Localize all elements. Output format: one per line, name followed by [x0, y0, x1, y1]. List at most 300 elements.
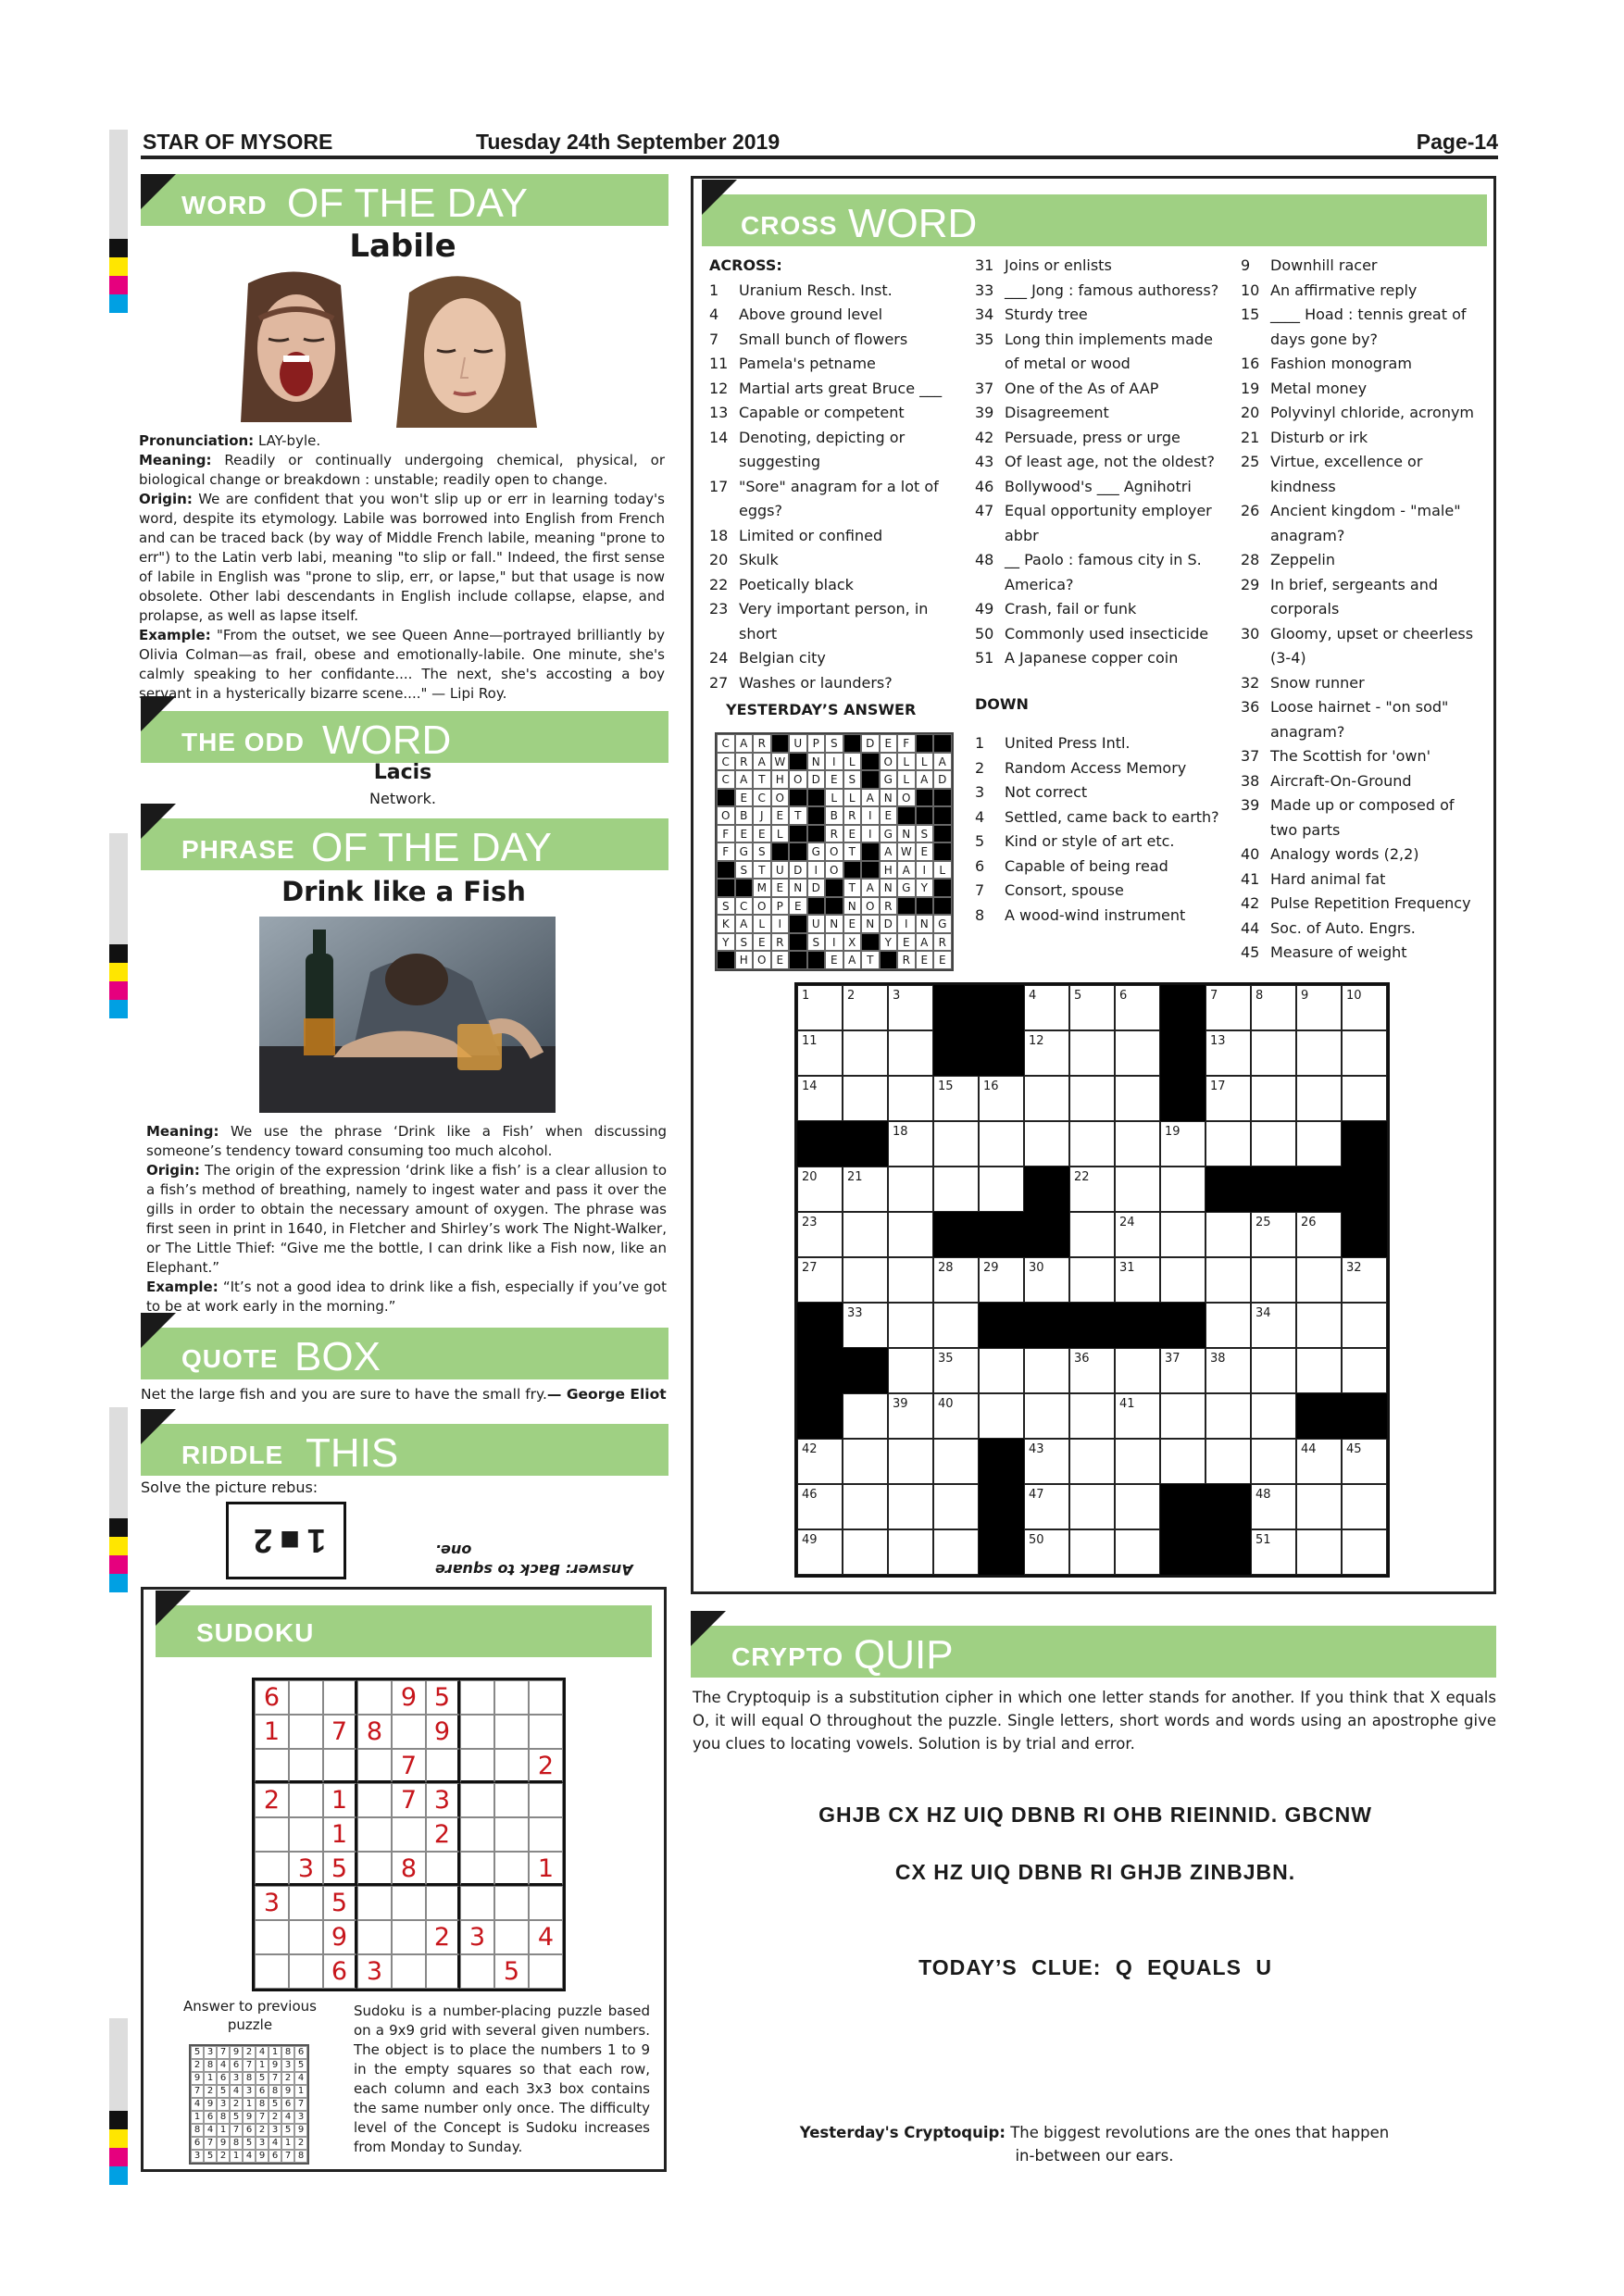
riddle-header: RIDDLE THIS: [141, 1424, 668, 1476]
crossword-cell[interactable]: [1024, 1529, 1069, 1575]
crossword-cell[interactable]: [1296, 1030, 1342, 1076]
crossword-cell[interactable]: [797, 1257, 843, 1303]
crossword-cell[interactable]: [888, 1076, 933, 1121]
clue-item: [975, 855, 1221, 880]
clue-text: Joins or enlists: [1005, 256, 1112, 274]
crossword-cell[interactable]: [797, 985, 843, 1030]
crossword-cell[interactable]: [1115, 985, 1160, 1030]
sudoku-cell[interactable]: [494, 1715, 529, 1749]
answer-cell: [861, 753, 880, 771]
across-clues-col1: ACROSS: 1 Uranium Resch. Inst. 4 Above ground level 7 Small bunch of flowers 11 Pamela's petname 12 Martial arts great Bruce ___ 13 Capable or competent 14 Denoting, depicting or suggesting 17 "Sore" anagram for a lot of eggs? 18 Limited or confined 20 Skulk 22 Poetically black 23 Very important person, in short 24 Belgian city 27 Washes or launders?: [709, 254, 952, 695]
crossword-cell[interactable]: [1251, 1393, 1296, 1439]
clue-item: [709, 524, 952, 549]
sudoku-cell[interactable]: [529, 1817, 563, 1852]
crossword-cell[interactable]: [1296, 1257, 1342, 1303]
crossword-cell[interactable]: [1069, 1484, 1115, 1529]
cell-number: 16: [983, 1079, 999, 1093]
crossword-cell[interactable]: [1251, 1484, 1296, 1529]
clue-text: Disturb or irk: [1270, 428, 1368, 446]
crossword-cell[interactable]: [843, 1484, 888, 1529]
crossword-cell[interactable]: [797, 1030, 843, 1076]
sudoku-cell[interactable]: [494, 1920, 529, 1954]
answer-digit: 7: [191, 2085, 204, 2098]
sudoku-cell[interactable]: [289, 1783, 323, 1817]
sudoku-cell[interactable]: [529, 1954, 563, 1989]
clue-item: [975, 904, 1221, 929]
crossword-cell[interactable]: [1160, 1212, 1206, 1257]
clue-item: [975, 377, 1221, 402]
crossword-cell[interactable]: [1342, 1348, 1387, 1393]
sudoku-cell[interactable]: 6: [255, 1680, 289, 1715]
crossword-cell[interactable]: [888, 1212, 933, 1257]
crossword-cell[interactable]: [843, 985, 888, 1030]
answer-cell: R: [843, 806, 862, 825]
answer-cell: D: [880, 915, 898, 933]
answer-digit: 9: [204, 2098, 217, 2111]
sudoku-cell[interactable]: [529, 1680, 563, 1715]
crossword-cell[interactable]: [1024, 1484, 1069, 1529]
crossword-cell[interactable]: [1069, 1030, 1115, 1076]
crossword-cell[interactable]: [1342, 1439, 1387, 1484]
sudoku-cell[interactable]: [357, 1749, 392, 1783]
sudoku-cell[interactable]: 5: [323, 1852, 357, 1886]
crossword-cell[interactable]: [1024, 1076, 1069, 1121]
crossword-cell[interactable]: [843, 1030, 888, 1076]
crossword-cell[interactable]: [1115, 1076, 1160, 1121]
crossword-cell[interactable]: [1115, 1439, 1160, 1484]
sudoku-cell[interactable]: [289, 1920, 323, 1954]
crossword-cell[interactable]: [843, 1529, 888, 1575]
crossword-cell[interactable]: [1206, 1030, 1251, 1076]
crossword-cell[interactable]: [979, 1393, 1024, 1439]
cell-number: 34: [1255, 1306, 1271, 1320]
answer-cell: N: [880, 879, 898, 897]
crossword-cell[interactable]: [1342, 1257, 1387, 1303]
clue-item: [1241, 548, 1483, 573]
crossword-cell[interactable]: [979, 1167, 1024, 1212]
answer-digit: 9: [281, 2085, 294, 2098]
clue-text: Virtue, excellence or kindness: [1270, 453, 1423, 495]
crossword-cell[interactable]: [1115, 1529, 1160, 1575]
clue-text: Metal money: [1270, 379, 1368, 397]
crossword-cell[interactable]: [1206, 1212, 1251, 1257]
sudoku-cell[interactable]: [426, 1852, 460, 1886]
cell-number: 17: [1210, 1079, 1226, 1093]
crossword-cell[interactable]: [933, 1529, 979, 1575]
phrase-body: Meaning: We use the phrase ‘Drink like a Fish’ when discussing someone’s tendency toward consuming too much alcohol. Origin: The origin of the expression ‘drink like a fish’ is a clear allusion to a fish’s method of breathing, namely to ingest water and pass it over the gills in order to obtain the necessary amount of oxygen. The phrase was first seen in print in 1640, in Fletcher and Shirley’s work The Night-Walker, or The Little Thief: “Give me the bottle, I can drink like a Fish now, like an Elephant.” Example: “It’s not a good idea to drink like a fish, especially if you’ve got to be at work early in the morning.”: [146, 1123, 667, 1315]
sudoku-cell[interactable]: [426, 1954, 460, 1989]
sudoku-cell[interactable]: 3: [357, 1954, 392, 1989]
crossword-cell[interactable]: [1251, 1439, 1296, 1484]
sudoku-cell[interactable]: [529, 1783, 563, 1817]
crossword-cell[interactable]: [979, 1348, 1024, 1393]
answer-cell: Y: [717, 933, 735, 952]
sudoku-cell[interactable]: [323, 1749, 357, 1783]
answer-digit: 7: [230, 2124, 243, 2137]
crossword-cell[interactable]: [1115, 1212, 1160, 1257]
sudoku-cell[interactable]: 4: [529, 1920, 563, 1954]
sudoku-cell[interactable]: [494, 1783, 529, 1817]
crossword-cell[interactable]: [843, 1439, 888, 1484]
crossword-cell[interactable]: [1069, 1121, 1115, 1167]
crossword-cell[interactable]: [888, 1167, 933, 1212]
crossword-cell[interactable]: [979, 1121, 1024, 1167]
crossword-cell[interactable]: [888, 1484, 933, 1529]
sudoku-grid[interactable]: [252, 1678, 566, 1991]
crossword-cell[interactable]: [933, 1167, 979, 1212]
clue-text: Soc. of Auto. Engrs.: [1270, 918, 1416, 937]
answer-digit: 3: [204, 2046, 217, 2059]
sudoku-cell[interactable]: [426, 1749, 460, 1783]
crossword-cell[interactable]: [888, 985, 933, 1030]
sudoku-cell[interactable]: 2: [426, 1920, 460, 1954]
answer-digit: 6: [256, 2085, 269, 2098]
sudoku-cell[interactable]: 3: [460, 1920, 494, 1954]
sudoku-cell[interactable]: [357, 1817, 392, 1852]
clue-text: Disagreement: [1005, 404, 1109, 421]
sudoku-cell[interactable]: [255, 1817, 289, 1852]
sudoku-cell[interactable]: [460, 1954, 494, 1989]
sudoku-cell[interactable]: [426, 1886, 460, 1920]
crossword-cell[interactable]: [1342, 1529, 1387, 1575]
clue-item: [1241, 744, 1483, 769]
clue-text: Belgian city: [739, 649, 826, 667]
crossword-cell[interactable]: [1069, 1167, 1115, 1212]
sudoku-cell[interactable]: [357, 1920, 392, 1954]
crossword-cell[interactable]: [888, 1393, 933, 1439]
crossword-cell[interactable]: [1251, 1076, 1296, 1121]
crossword-cell[interactable]: [1024, 1393, 1069, 1439]
crossword-cell[interactable]: [888, 1257, 933, 1303]
crossword-cell[interactable]: [1115, 1484, 1160, 1529]
sudoku-cell[interactable]: 5: [323, 1886, 357, 1920]
clue-number: 35: [975, 330, 994, 348]
answer-cell: Y: [880, 933, 898, 952]
crossword-cell[interactable]: [888, 1439, 933, 1484]
sudoku-cell[interactable]: 7: [323, 1715, 357, 1749]
crossword-cell[interactable]: [843, 1257, 888, 1303]
clue-text: Loose hairnet - "on sod" anagram?: [1270, 698, 1449, 741]
crossword-cell[interactable]: [1342, 1076, 1387, 1121]
sudoku-cell[interactable]: 5: [494, 1954, 529, 1989]
clue-number: 7: [975, 881, 985, 899]
sudoku-cell[interactable]: 3: [426, 1783, 460, 1817]
answer-cell: [789, 951, 807, 969]
crossword-cell[interactable]: [1160, 1348, 1206, 1393]
sudoku-cell[interactable]: 1: [323, 1817, 357, 1852]
sudoku-cell[interactable]: 3: [255, 1886, 289, 1920]
sudoku-cell[interactable]: 1: [323, 1783, 357, 1817]
sudoku-cell[interactable]: [494, 1680, 529, 1715]
crossword-cell[interactable]: [843, 1212, 888, 1257]
answer-digit: 2: [243, 2046, 256, 2059]
clue-text: Hard animal fat: [1270, 869, 1386, 888]
crossword-cell[interactable]: [1206, 985, 1251, 1030]
crossword-cell[interactable]: [1115, 1393, 1160, 1439]
crossword-cell[interactable]: [933, 1076, 979, 1121]
sudoku-cell[interactable]: 9: [323, 1920, 357, 1954]
sudoku-cell[interactable]: [494, 1817, 529, 1852]
sudoku-cell[interactable]: [392, 1886, 426, 1920]
clue-text: Pulse Repetition Frequency: [1270, 894, 1471, 912]
sudoku-cell[interactable]: [460, 1852, 494, 1886]
clue-number: 14: [709, 428, 729, 446]
crossword-cell[interactable]: [1115, 1257, 1160, 1303]
crossword-cell[interactable]: [1251, 1529, 1296, 1575]
crossword-cell[interactable]: [797, 1212, 843, 1257]
crossword-cell[interactable]: [979, 1257, 1024, 1303]
crossword-cell[interactable]: [1296, 1348, 1342, 1393]
crossword-cell[interactable]: [843, 1076, 888, 1121]
sudoku-cell[interactable]: 9: [426, 1715, 460, 1749]
crossword-cell[interactable]: [1069, 1212, 1115, 1257]
sudoku-cell[interactable]: 7: [392, 1749, 426, 1783]
down-label: DOWN: [975, 695, 1029, 713]
sudoku-cell[interactable]: 2: [255, 1783, 289, 1817]
crossword-cell[interactable]: [1206, 1348, 1251, 1393]
crossword-cell[interactable]: [1206, 1121, 1251, 1167]
word-of-day-word: Labile: [349, 228, 456, 265]
sudoku-cell[interactable]: [392, 1920, 426, 1954]
sudoku-cell[interactable]: [255, 1954, 289, 1989]
crossword-cell[interactable]: [888, 1348, 933, 1393]
crossword-cell[interactable]: [1160, 1121, 1206, 1167]
sudoku-cell[interactable]: [529, 1886, 563, 1920]
sudoku-cell[interactable]: [289, 1715, 323, 1749]
sudoku-cell[interactable]: [255, 1749, 289, 1783]
crossword-cell[interactable]: [1115, 1121, 1160, 1167]
crossword-cell[interactable]: [933, 1393, 979, 1439]
clue-number: 45: [1241, 943, 1260, 961]
sudoku-cell[interactable]: [392, 1715, 426, 1749]
crossword-cell[interactable]: [1296, 1303, 1342, 1348]
face-left: [241, 271, 352, 422]
crossword-cell[interactable]: [933, 1348, 979, 1393]
crossword-cell[interactable]: [843, 1393, 888, 1439]
crossword-cell[interactable]: [1251, 1121, 1296, 1167]
crossword-cell[interactable]: [933, 1484, 979, 1529]
crossword-cell: [1206, 1167, 1251, 1212]
clue-text: Equal opportunity employer abbr: [1005, 502, 1212, 544]
crossword-cell[interactable]: [1251, 1303, 1296, 1348]
sudoku-cell[interactable]: [460, 1886, 494, 1920]
answer-cell: G: [735, 842, 754, 861]
crossword-cell[interactable]: [1024, 1121, 1069, 1167]
sudoku-cell[interactable]: 2: [426, 1817, 460, 1852]
crossword-cell[interactable]: [1251, 1212, 1296, 1257]
crossword-cell[interactable]: [1024, 1348, 1069, 1393]
clue-number: 51: [975, 649, 994, 667]
sudoku-cell[interactable]: [289, 1749, 323, 1783]
crossword-cell[interactable]: [888, 1121, 933, 1167]
crossword-cell[interactable]: [1160, 1439, 1206, 1484]
sudoku-cell[interactable]: [289, 1680, 323, 1715]
crossword-cell: [1296, 1167, 1342, 1212]
clue-item: [1241, 892, 1483, 917]
answer-digit: 2: [281, 2072, 294, 2085]
crossword-cell[interactable]: [1251, 985, 1296, 1030]
crossword-cell[interactable]: [1296, 1439, 1342, 1484]
crossword-cell[interactable]: [933, 1303, 979, 1348]
sudoku-cell[interactable]: 9: [392, 1680, 426, 1715]
crossword-cell[interactable]: [797, 1167, 843, 1212]
sudoku-cell[interactable]: 8: [392, 1852, 426, 1886]
answer-digit: 9: [294, 2124, 307, 2137]
clue-item: [1241, 377, 1483, 402]
crossword-cell[interactable]: [1296, 985, 1342, 1030]
clue-item: [1241, 254, 1483, 279]
crossword-cell[interactable]: [1342, 985, 1387, 1030]
sudoku-cell[interactable]: [460, 1783, 494, 1817]
answer-cell: E: [916, 842, 934, 861]
clue-text: Consort, spouse: [1005, 881, 1124, 899]
sudoku-cell[interactable]: [357, 1886, 392, 1920]
sudoku-cell[interactable]: [289, 1954, 323, 1989]
crossword-cell[interactable]: [1069, 1076, 1115, 1121]
crossword-cell[interactable]: [1251, 1348, 1296, 1393]
yesterday-answer-label: YESTERDAY’S ANSWER: [726, 701, 917, 718]
cell-number: 51: [1255, 1533, 1271, 1547]
clue-item: [1241, 867, 1483, 892]
sudoku-cell[interactable]: [494, 1852, 529, 1886]
crossword-cell[interactable]: [843, 1167, 888, 1212]
sudoku-cell[interactable]: [460, 1715, 494, 1749]
crossword-cell[interactable]: [1024, 1030, 1069, 1076]
crossword-cell[interactable]: [1115, 1167, 1160, 1212]
crossword-cell[interactable]: [1024, 985, 1069, 1030]
answer-digit: 9: [191, 2072, 204, 2085]
sudoku-cell[interactable]: 1: [529, 1852, 563, 1886]
crossword-cell[interactable]: [1024, 1439, 1069, 1484]
crossword-cell[interactable]: [797, 1439, 843, 1484]
crossword-cell[interactable]: [1251, 1030, 1296, 1076]
crossword-cell[interactable]: [888, 1030, 933, 1076]
crossword-cell[interactable]: [1206, 1303, 1251, 1348]
crossword-cell[interactable]: [1160, 1257, 1206, 1303]
crossword-cell[interactable]: [1342, 1030, 1387, 1076]
sudoku-cell[interactable]: 2: [529, 1749, 563, 1783]
crossword-cell[interactable]: [888, 1303, 933, 1348]
crossword-cell[interactable]: [1160, 1393, 1206, 1439]
crossword-cell: [1160, 1030, 1206, 1076]
crossword-cell[interactable]: [1296, 1076, 1342, 1121]
clue-text: A Japanese copper coin: [1005, 649, 1179, 667]
sudoku-cell[interactable]: [494, 1886, 529, 1920]
crossword-cell[interactable]: [1206, 1257, 1251, 1303]
sudoku-cell[interactable]: [357, 1680, 392, 1715]
answer-cell: L: [897, 770, 916, 789]
sudoku-cell[interactable]: [255, 1920, 289, 1954]
answer-cell: O: [825, 861, 843, 880]
sudoku-cell[interactable]: [460, 1680, 494, 1715]
face-right: [396, 276, 537, 428]
sudoku-cell[interactable]: [460, 1817, 494, 1852]
crossword-cell[interactable]: [979, 1076, 1024, 1121]
sudoku-cell[interactable]: 8: [357, 1715, 392, 1749]
answer-cell: A: [735, 770, 754, 789]
crossword-cell[interactable]: [1342, 1303, 1387, 1348]
sudoku-cell[interactable]: [460, 1749, 494, 1783]
crossword-cell[interactable]: [797, 1484, 843, 1529]
sudoku-cell[interactable]: [392, 1954, 426, 1989]
clue-number: 44: [1241, 918, 1260, 937]
crossword-cell[interactable]: [797, 1529, 843, 1575]
sudoku-cell[interactable]: 5: [426, 1680, 460, 1715]
crossword-cell[interactable]: [933, 1257, 979, 1303]
sudoku-cell[interactable]: [357, 1852, 392, 1886]
sudoku-cell[interactable]: [357, 1783, 392, 1817]
answer-cell: [933, 789, 952, 807]
cell-number: 28: [938, 1261, 954, 1275]
crossword-cell[interactable]: [1115, 1348, 1160, 1393]
clue-text: Downhill racer: [1270, 256, 1378, 274]
sudoku-cell[interactable]: [255, 1852, 289, 1886]
cell-number: 31: [1119, 1261, 1135, 1275]
answer-cell: A: [916, 933, 934, 952]
answer-cell: N: [861, 915, 880, 933]
crossword-cell[interactable]: [1251, 1257, 1296, 1303]
crossword-cell[interactable]: [1206, 1076, 1251, 1121]
crossword-cell[interactable]: [1206, 1393, 1251, 1439]
answer-digit: 3: [269, 2124, 281, 2137]
crossword-cell[interactable]: [933, 1439, 979, 1484]
crossword-cell[interactable]: [1069, 1439, 1115, 1484]
answer-cell: [861, 933, 880, 952]
crossword-cell[interactable]: [1069, 1393, 1115, 1439]
crossword-cell[interactable]: [843, 1303, 888, 1348]
crossword-cell[interactable]: [888, 1529, 933, 1575]
sudoku-cell[interactable]: [392, 1817, 426, 1852]
cell-number: 10: [1346, 989, 1362, 1003]
crossword-cell[interactable]: [1296, 1121, 1342, 1167]
crossword-cell[interactable]: [797, 1076, 843, 1121]
crossword-cell[interactable]: [1342, 1484, 1387, 1529]
crossword-cell[interactable]: [1296, 1212, 1342, 1257]
sudoku-cell[interactable]: [289, 1886, 323, 1920]
corner-mark: [691, 1611, 726, 1646]
phrase-header: PHRASE OF THE DAY: [141, 818, 668, 870]
crossword-cell[interactable]: [1115, 1030, 1160, 1076]
crossword-cell[interactable]: [1069, 1257, 1115, 1303]
sudoku-cell[interactable]: 7: [392, 1783, 426, 1817]
sudoku-cell[interactable]: [529, 1715, 563, 1749]
crossword-cell[interactable]: [1069, 985, 1115, 1030]
crossword-cell[interactable]: [1160, 1167, 1206, 1212]
sudoku-cell[interactable]: [494, 1749, 529, 1783]
crossword-cell[interactable]: [1024, 1257, 1069, 1303]
corner-mark: [141, 174, 176, 209]
clue-text: Bollywood's ___ Agnihotri: [1005, 477, 1192, 495]
crossword-cell[interactable]: [933, 1121, 979, 1167]
crossword-cell[interactable]: [1069, 1348, 1115, 1393]
clue-number: 9: [1241, 256, 1251, 274]
crossword-cell[interactable]: [1206, 1439, 1251, 1484]
crossword-grid[interactable]: [794, 982, 1390, 1578]
crossword-cell[interactable]: [1069, 1529, 1115, 1575]
sudoku-cell[interactable]: 3: [289, 1852, 323, 1886]
sudoku-cell[interactable]: [289, 1817, 323, 1852]
answer-cell: [807, 789, 826, 807]
crossword-cell[interactable]: [1296, 1529, 1342, 1575]
sudoku-cell[interactable]: 6: [323, 1954, 357, 1989]
clue-text: Martial arts great Bruce ___: [739, 379, 943, 397]
crossword-cell: [797, 1393, 843, 1439]
clue-number: 21: [1241, 428, 1260, 446]
clue-number: 5: [975, 832, 985, 850]
crossword-cell[interactable]: [1296, 1484, 1342, 1529]
sudoku-cell[interactable]: [323, 1680, 357, 1715]
sudoku-cell[interactable]: 1: [255, 1715, 289, 1749]
